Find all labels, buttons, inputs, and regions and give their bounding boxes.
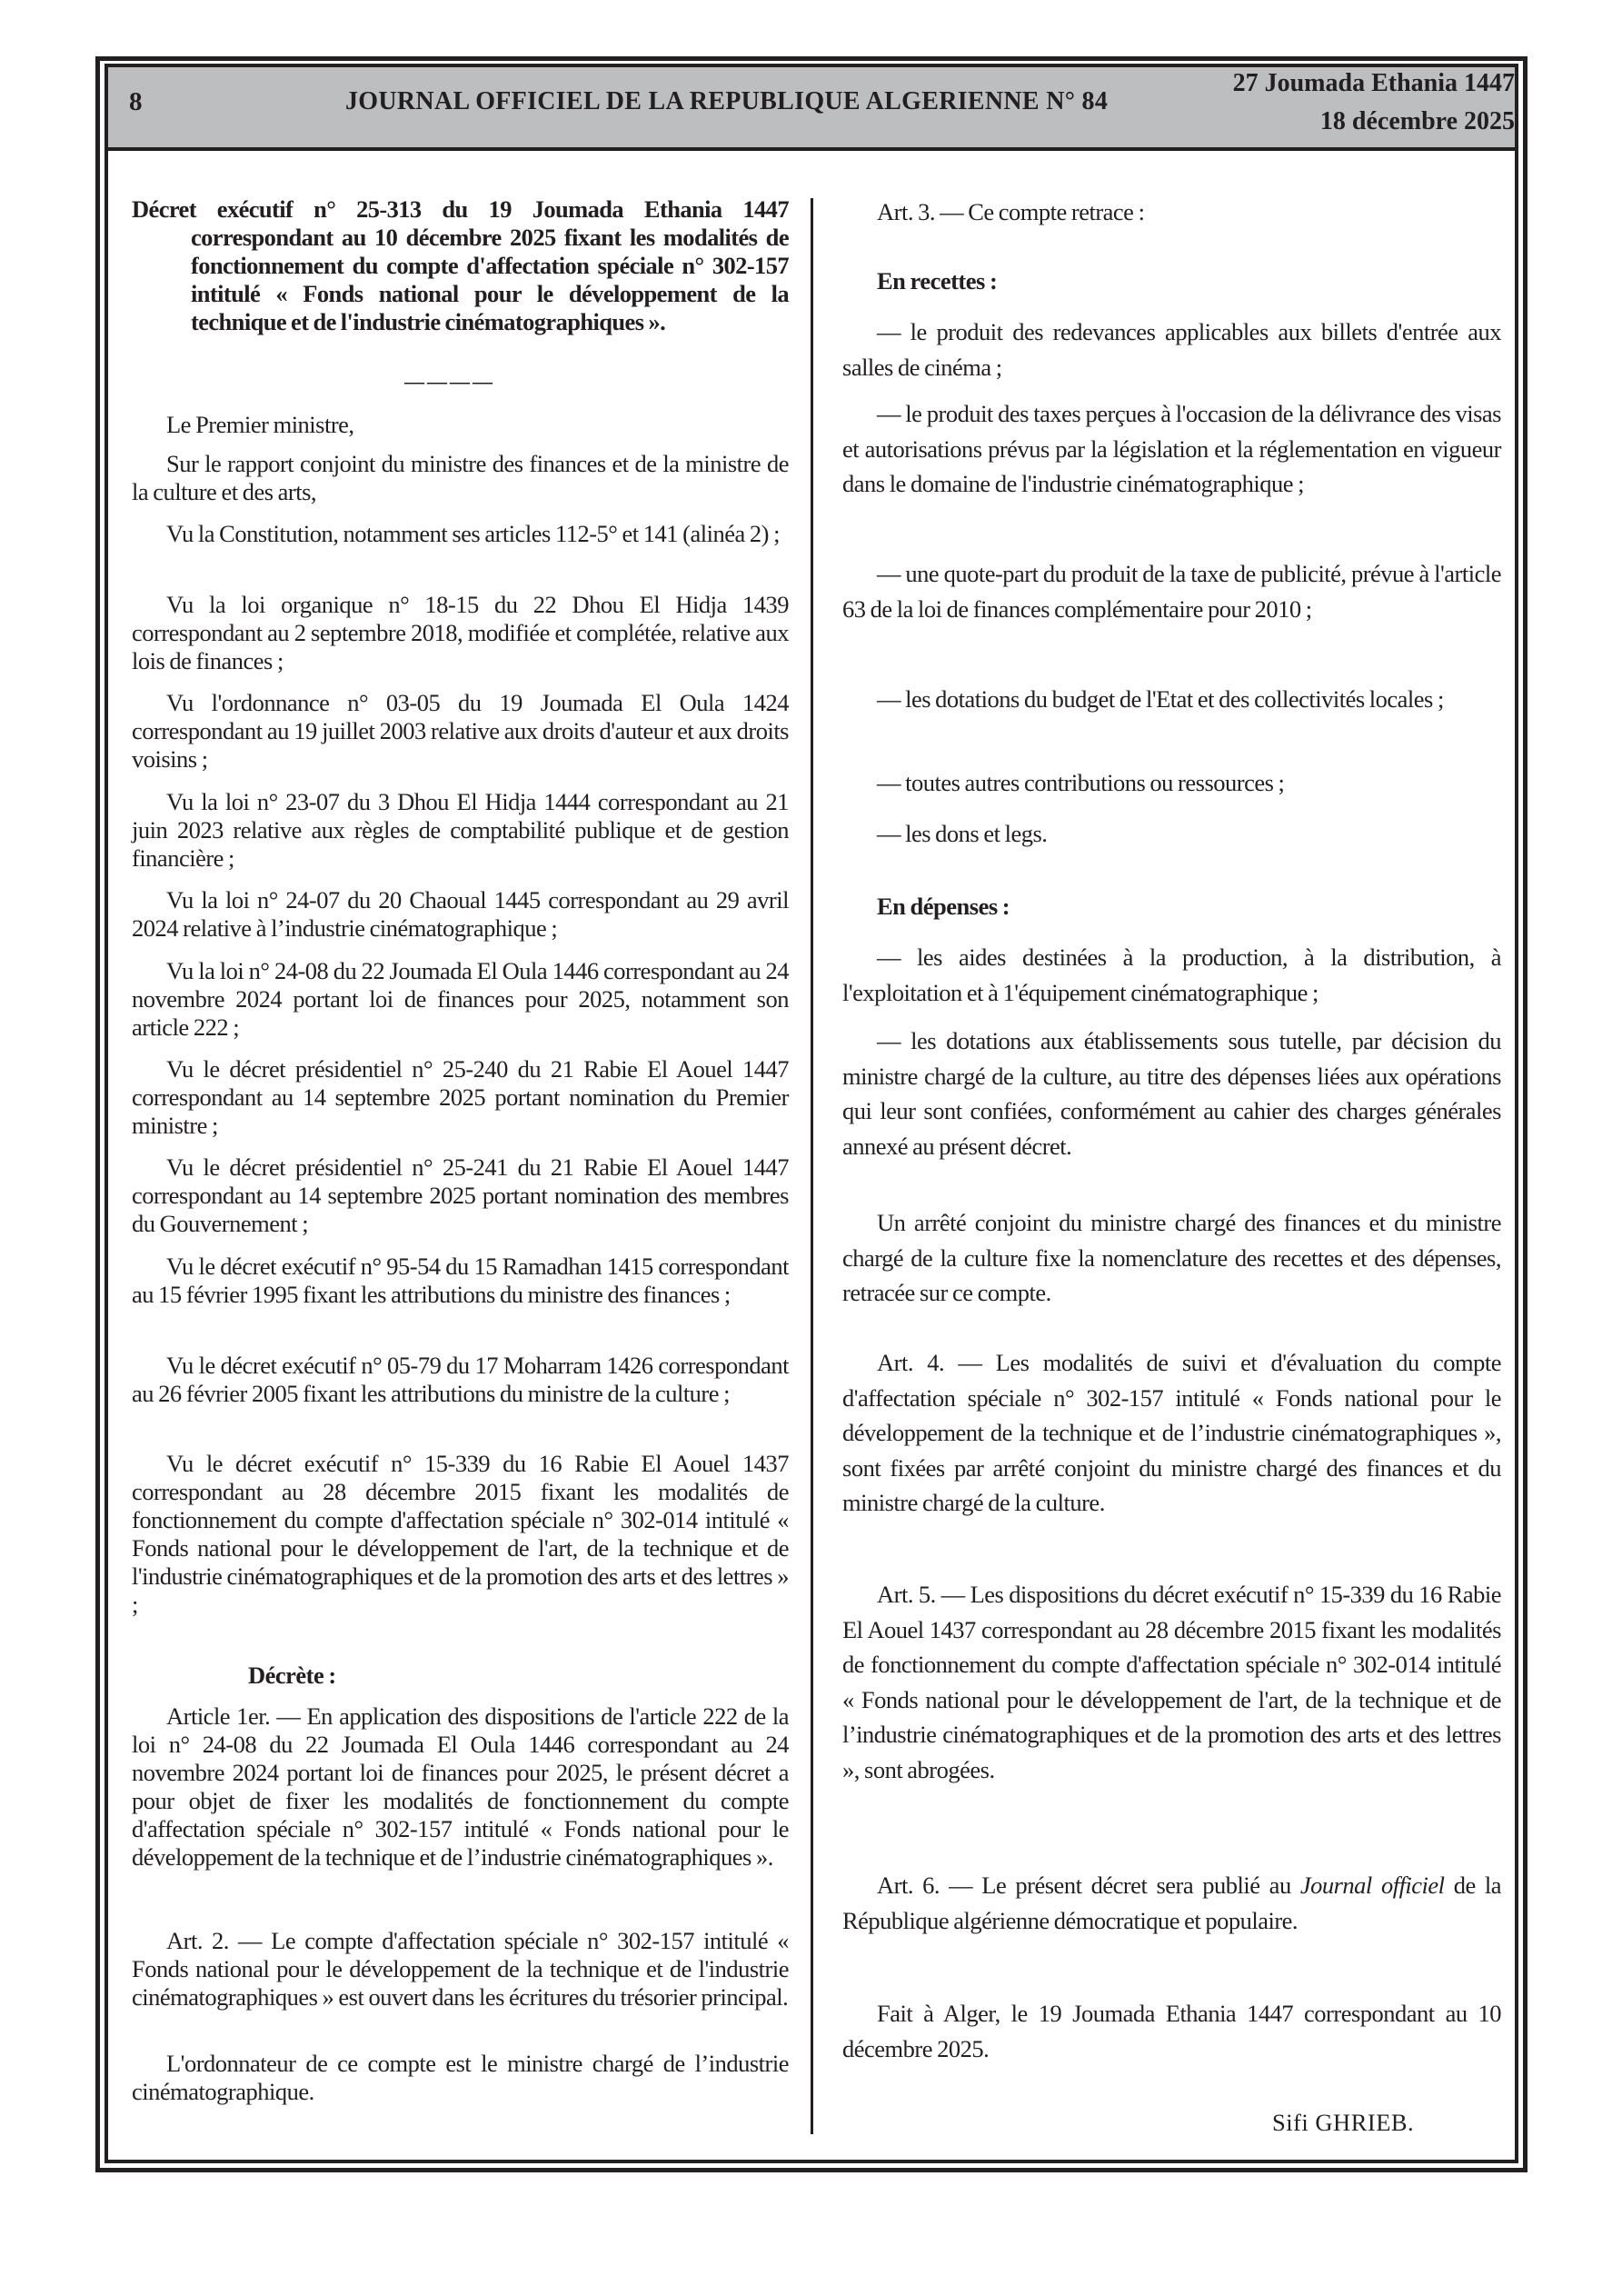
recettes-item: — une quote-part du produit de la taxe de publicité, prévue à l'article 63 de la loi de finances complémentaire pour 2010 ; [842, 560, 1501, 623]
preamble-item: Vu le décret exécutif n° 05-79 du 17 Moharram 1426 correspondant au 26 février 2005 fixant les attributions du ministre de la culture ; [132, 1352, 789, 1407]
article-6 [842, 1868, 1501, 1938]
article-4: Art. 4. — Les modalités de suivi et d'évaluation du compte d'affectation spéciale n° 302-157 intitulé « Fonds national pour le développement de la technique et de l’industrie cinématographiques », sont fixées par arrêté conjoint du ministre chargé des finances et du ministre chargé de la culture. [842, 1349, 1501, 1516]
preamble-item: Vu l'ordonnance n° 03-05 du 19 Joumada El Oula 1424 correspondant au 19 juillet 2003 relative aux droits d'auteur et aux droits voisins ; [132, 689, 789, 773]
preamble-item: Vu le décret présidentiel n° 25-240 du 21 Rabie El Aouel 1447 correspondant au 14 septembre 2025 portant nomination du Premier ministre ; [132, 1055, 789, 1139]
journal-officiel-italic: Journal officiel [1299, 1872, 1445, 1899]
ordonnateur-paragraph: L'ordonnateur de ce compte est le ministre chargé de l’industrie cinématographique. [132, 2050, 789, 2105]
preamble-item: Vu la Constitution, notamment ses articles 112-5° et 141 (alinéa 2) ; [166, 520, 780, 547]
fait-a-alger: Fait à Alger, le 19 Joumada Ethania 1447 correspondant au 10 décembre 2025. [842, 2000, 1501, 2062]
preamble-item: Vu la loi n° 24-07 du 20 Chaoual 1445 correspondant au 29 avril 2024 relative à l’industrie cinématographique ; [132, 886, 789, 942]
page-number: 8 [129, 87, 143, 116]
signature: Sifi GHRIEB. [1272, 2109, 1415, 2136]
recettes-item: — les dons et legs. [877, 820, 1048, 847]
decree-title: Décret exécutif n° 25-313 du 19 Joumada Ethania 1447 correspondant au 10 décembre 2025 fixant les modalités de fonctionnement du compte d'affectation spéciale n° 302-157 intitulé « Fonds national pour le développement de la technique et de l'industrie cinématographiques ». [132, 195, 789, 335]
preamble-item: Sur le rapport conjoint du ministre des finances et de la ministre de la culture et des arts, [132, 450, 789, 505]
preamble-item: Vu le décret exécutif n° 95-54 du 15 Ramadhan 1415 correspondant au 15 février 1995 fixant les attributions du ministre des finances ; [132, 1253, 789, 1308]
article-6-text: Art. 6. — Le présent décret sera publié au [877, 1872, 1300, 1899]
article-2: Art. 2. — Le compte d'affectation spéciale n° 302-157 intitulé « Fonds national pour le développement de la technique et de l'industrie cinématographiques » est ouvert dans les écritures du trésorier principal. [132, 1927, 789, 2011]
preamble-item: Vu la loi n° 24-08 du 22 Joumada El Oula 1446 correspondant au 24 novembre 2024 portant loi de finances pour 2025, notamment son article 222 ; [132, 957, 789, 1041]
article-3: Art. 3. — Ce compte retrace : [877, 198, 1145, 225]
article-6-text-end: de la République algérienne démocratique et populaire. [842, 1872, 1501, 1934]
decrete-heading: Décrète : [248, 1662, 336, 1689]
depenses-item: — les aides destinées à la production, à la distribution, à l'exploitation et à 1'équipement cinématographique ; [842, 943, 1501, 1006]
recettes-item: — le produit des taxes perçues à l'occasion de la délivrance des visas et autorisations prévus par la législation et la réglementation en vigueur dans le domaine de l'industrie cinématographique ; [842, 400, 1501, 497]
preamble-item: Vu le décret présidentiel n° 25-241 du 21 Rabie El Aouel 1447 correspondant au 14 septembre 2025 portant nomination des membres du Gouvernement ; [132, 1153, 789, 1237]
preamble-item: Vu la loi n° 23-07 du 3 Dhou El Hidja 1444 correspondant au 21 juin 2023 relative aux règles de comptabilité publique et de gestion financière ; [132, 788, 789, 872]
recettes-item: — le produit des redevances applicables aux billets d'entrée aux salles de cinéma ; [842, 318, 1501, 381]
preamble-item: Vu le décret exécutif n° 15-339 du 16 Rabie El Aouel 1437 correspondant au 28 décembre 2015 fixant les modalités de fonctionnement du compte d'affectation spéciale n° 302-014 intitulé « Fonds national pour le développement de l'art, de la technique et de l'industrie cinématographiques et de la promotion des arts et des lettres » ; [132, 1450, 789, 1618]
arrete-paragraph: Un arrêté conjoint du ministre chargé des finances et du ministre chargé de la culture fixe la nomenclature des recettes et des dépenses, retracée sur ce compte. [842, 1209, 1501, 1306]
recettes-item: — toutes autres contributions ou ressources ; [877, 769, 1285, 796]
article-1: Article 1er. — En application des dispositions de l'article 222 de la loi n° 24-08 du 22 Joumada El Oula 1446 correspondant au 24 novembre 2024 portant loi de finances pour 2025, le présent décret a pour objet de fixer les modalités de fonctionnement du compte d'affectation spéciale n° 302-157 intitulé « Fonds national pour le développement de la technique et de l’industrie cinématographiques ». [132, 1702, 789, 1871]
premier-ministre: Le Premier ministre, [166, 411, 354, 438]
preamble-item: Vu la loi organique n° 18-15 du 22 Dhou El Hidja 1439 correspondant au 2 septembre 2018, modifiée et complétée, relative aux lois de finances ; [132, 591, 789, 674]
recettes-heading: En recettes : [877, 267, 998, 294]
depenses-item: — les dotations aux établissements sous tutelle, par décision du ministre chargé de la culture, au titre des dépenses liées aux opérations qui leur sont confiées, conformément au cahier des charges générales annexé au présent décret. [842, 1027, 1501, 1160]
gregorian-date: 18 décembre 2025 [1319, 107, 1515, 135]
article-5: Art. 5. — Les dispositions du décret exécutif n° 15-339 du 16 Rabie El Aouel 1437 correspondant au 28 décembre 2015 fixant les modalités de fonctionnement du compte d'affectation spéciale n° 302-014 intitulé « Fonds national pour le développement de l'art, de la technique et de l’industrie cinématographiques et de la promotion des arts et des lettres », sont abrogées. [842, 1581, 1501, 1783]
column-divider [811, 198, 813, 2134]
journal-title: JOURNAL OFFICIEL DE LA REPUBLIQUE ALGERIENNE N° 84 [345, 87, 1109, 115]
depenses-heading: En dépenses : [877, 893, 1010, 920]
recettes-item: — les dotations du budget de l'Etat et des collectivités locales ; [877, 685, 1444, 713]
hijri-date: 27 Joumada Ethania 1447 [1232, 69, 1515, 97]
title-separator: ———— [404, 370, 495, 393]
